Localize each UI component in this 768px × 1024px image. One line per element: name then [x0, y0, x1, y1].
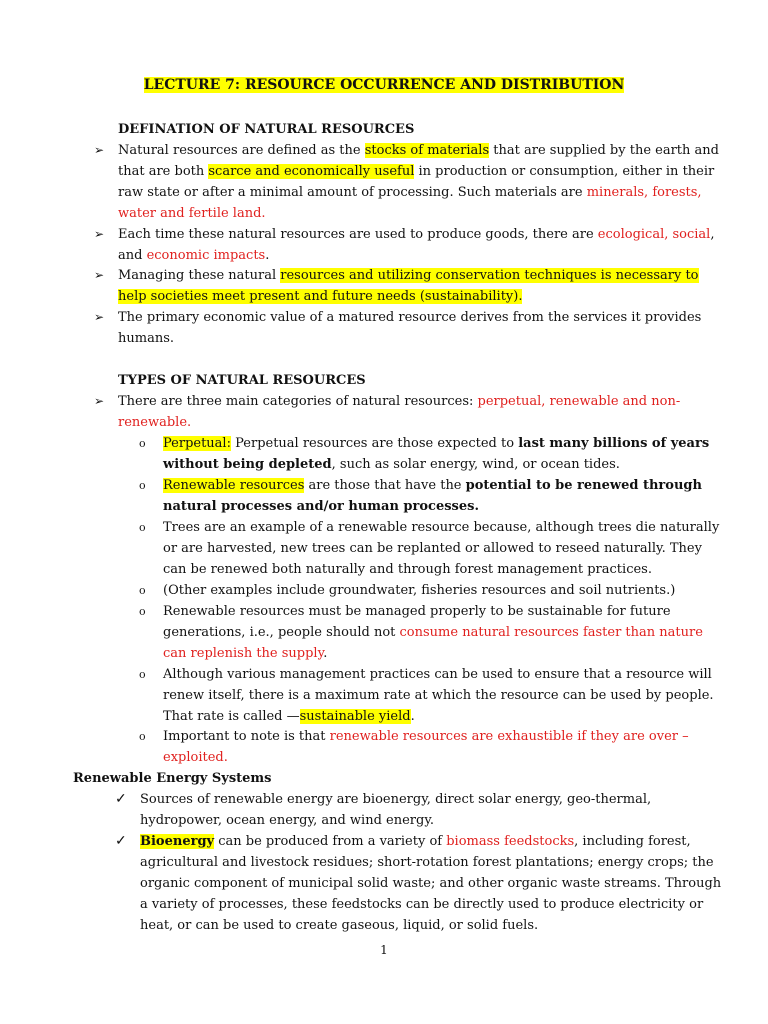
types-bullet-1: ➢ There are three main categories of natural resources: perpetual, renewable and non-renewable. — [118, 391, 728, 433]
types-sub-managed: o Renewable resources must be managed properly to be sustainable for future generations, i.e., people should not consume natural resources faster than nature can replenish the supply. — [163, 601, 728, 664]
circle-bullet-icon: o — [139, 730, 146, 743]
definition-heading: DEFINATION OF NATURAL RESOURCES — [118, 122, 415, 137]
arrow-bullet-icon: ➢ — [94, 268, 105, 282]
types-sub-perpetual: o Perpetual: Perpetual resources are those expected to last many billions of years without being depleted, such as solar energy, wind, or ocean tides. — [163, 433, 728, 475]
types-heading: TYPES OF NATURAL RESOURCES — [118, 373, 366, 388]
circle-bullet-icon: o — [139, 668, 146, 681]
circle-bullet-icon: o — [139, 521, 146, 534]
definition-bullet-3: ➢ Managing these natural resources and utilizing conservation techniques is necessary to help societies meet present and future needs (sustainability). — [118, 265, 728, 307]
arrow-bullet-icon: ➢ — [94, 394, 105, 408]
circle-bullet-icon: o — [139, 437, 146, 450]
definition-bullet-4: ➢ The primary economic value of a matured resource derives from the services it provides humans. — [118, 307, 728, 349]
check-icon: ✓ — [115, 833, 127, 849]
energy-check-2: ✓ Bioenergy can be produced from a variety of biomass feedstocks, including forest, agricultural and livestock residues; short-rotation forest plantations; energy crops; the organic component of municipal solid waste; and other organic waste streams. Through a variety of processes, these feedstocks can be directly used to produce electricity or heat, or can be used to create gaseous, liquid, or solid fuels. — [115, 833, 722, 933]
types-sub-yield: o Although various management practices can be used to ensure that a resource will renew itself, there is a maximum rate at which the resource can be used by people. That rate is called —sustainable yield. — [163, 664, 728, 727]
arrow-bullet-icon: ➢ — [94, 227, 105, 241]
check-icon: ✓ — [115, 791, 127, 807]
arrow-bullet-icon: ➢ — [94, 143, 105, 157]
circle-bullet-icon: o — [139, 584, 146, 597]
types-sub-trees: o Trees are an example of a renewable resource because, although trees die naturally or are harvested, new trees can be replanted or allowed to reseed naturally. They can be renewed both naturally and through forest management practices. — [163, 517, 728, 580]
page-number: 1 — [380, 943, 388, 957]
circle-bullet-icon: o — [139, 605, 146, 618]
definition-bullet-1: ➢ Natural resources are defined as the stocks of materials that are supplied by the earth and that are both scarce and economically useful in production or consumption, either in their raw state or after a minimal amount of processing. Such materials are minerals, forests, water and fertile land. — [118, 140, 728, 224]
circle-bullet-icon: o — [139, 479, 146, 492]
types-sub-exhaustible: o Important to note is that renewable resources are exhaustible if they are over – exploited. — [163, 726, 728, 768]
definition-bullet-2: ➢ Each time these natural resources are used to produce goods, there are ecological, social, and economic impacts. — [118, 224, 728, 266]
energy-check-1: ✓ Sources of renewable energy are bioenergy, direct solar energy, geo-thermal, hydropower, ocean energy, and wind energy. — [115, 791, 652, 828]
energy-heading: Renewable Energy Systems — [73, 771, 272, 786]
types-sub-examples: o (Other examples include groundwater, fisheries resources and soil nutrients.) — [163, 580, 728, 601]
lecture-title: LECTURE 7: RESOURCE OCCURRENCE AND DISTRIBUTION — [143, 77, 625, 93]
types-sub-renewable: o Renewable resources are those that have the potential to be renewed through natural processes and/or human processes. — [163, 475, 728, 517]
arrow-bullet-icon: ➢ — [94, 310, 105, 324]
